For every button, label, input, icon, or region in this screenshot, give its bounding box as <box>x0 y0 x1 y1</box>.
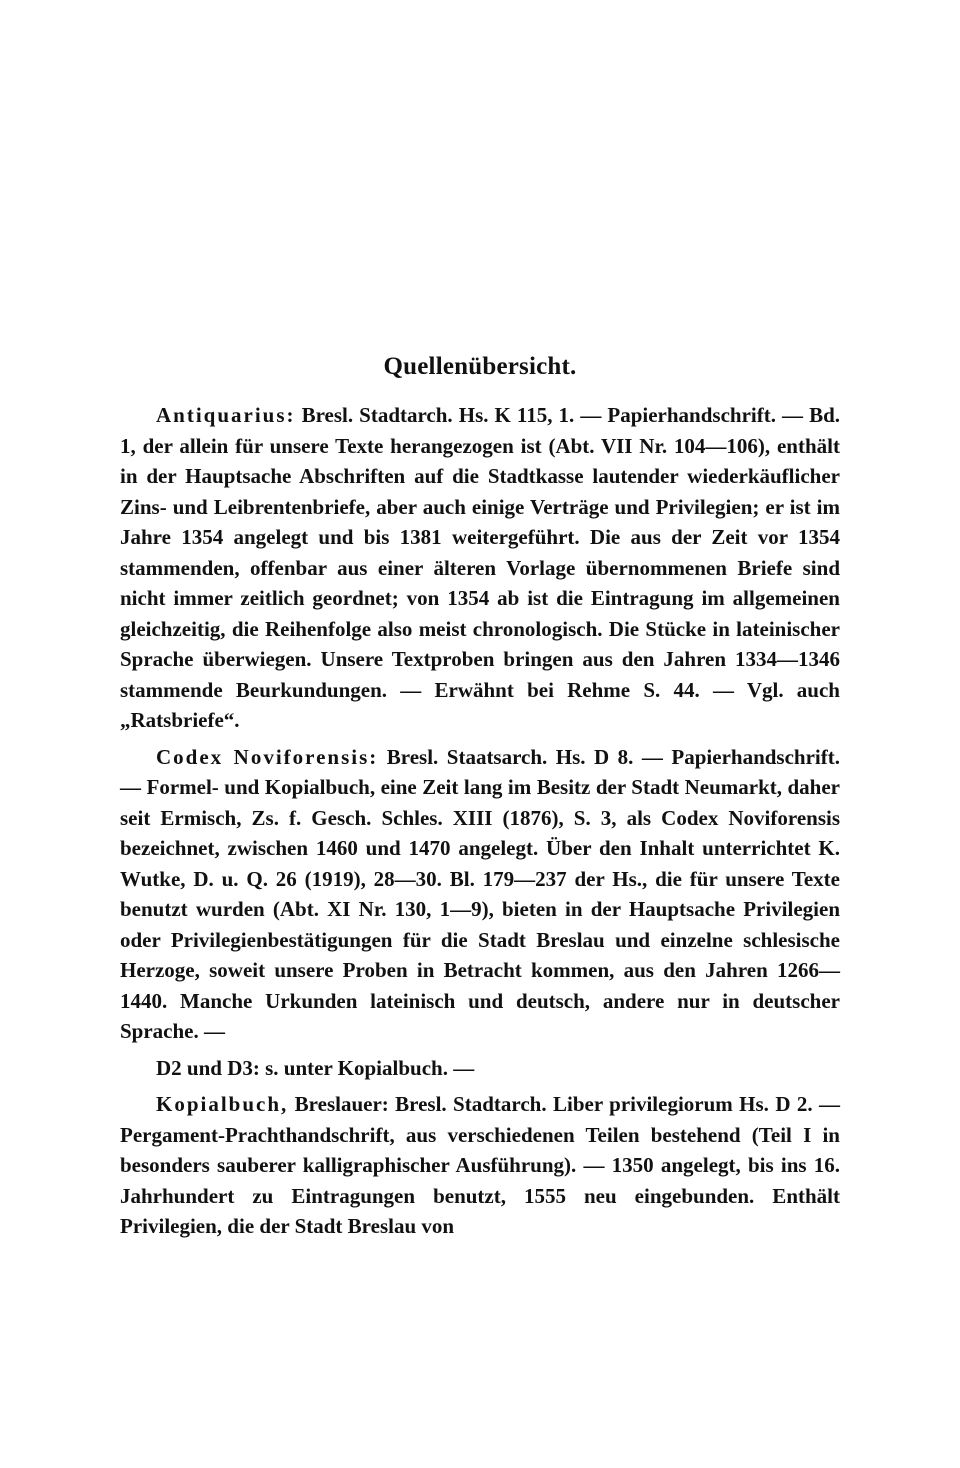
entry-siglum: Codex Noviforensis: <box>156 744 379 769</box>
entry-codex-noviforensis <box>120 742 840 1047</box>
entry-kopialbuch <box>120 1089 840 1242</box>
entry-d2-d3 <box>120 1053 840 1084</box>
entry-text: Bresl. Stadtarch. Hs. K 115, 1. — Papierhandschrift. — Bd. 1, der allein für unsere Texte herangezogen ist (Abt. VII Nr. 104—106), enthält in der Hauptsache Abschriften auf die Stadtkasse lautender wiederkäuflicher Zins- und Leibrentenbriefe, aber auch einige Verträge und Privilegien; er ist im Jahre 1354 angelegt und bis 1381 weitergeführt. Die aus der Zeit vor 1354 stammenden, offenbar aus einer älteren Vorlage übernommenen Briefe sind nicht immer zeitlich geordnet; von 1354 ab ist die Eintragung im allgemeinen gleichzeitig, die Reihenfolge also meist chronologisch. Die Stücke in lateinischer Sprache überwiegen. Unsere Textproben bringen aus den Jahren 1334—1346 stammende Beurkundungen. — Erwähnt bei Rehme S. 44. — Vgl. auch „Ratsbriefe“. <box>120 403 840 732</box>
page-title: Quellenübersicht. <box>383 353 577 380</box>
entry-text: D2 und D3: s. unter Kopialbuch. — <box>156 1055 475 1080</box>
page-content <box>120 350 840 1248</box>
entry-siglum: Antiquarius: <box>156 403 296 427</box>
entry-antiquarius <box>120 400 840 736</box>
entry-text: Bresl. Staatsarch. Hs. D 8. — Papierhandschrift. — Formel- und Kopialbuch, eine Zeit lang im Besitz der Stadt Neumarkt, daher seit Ermisch, Zs. f. Gesch. Schles. XIII (1876), S. 3, als Codex Noviforensis bezeichnet, zwischen 1460 und 1470 angelegt. Über den Inhalt unterrichtet K. Wutke, D. u. Q. 26 (1919), 28—30. Bl. 179—237 der Hs., die für unsere Texte benutzt wurden (Abt. XI Nr. 130, 1—9), bieten in der Hauptsache Privilegien oder Privilegienbestätigungen für die Stadt Breslau und einzelne schlesische Herzoge, soweit unsere Proben in Betracht kommen, aus den Jahren 1266—1440. Manche Urkunden lateinisch und deutsch, andere nur in deutscher Sprache. — <box>120 744 840 1043</box>
entry-text: Breslauer: Bresl. Stadtarch. Liber privilegiorum Hs. D 2. — Pergament-Prachthandschrift, aus verschiedenen Teilen bestehend (Teil I in besonders sauberer kalligraphischer Ausführung). — 1350 angelegt, bis ins 16. Jahrhundert zu Eintragungen benutzt, 1555 neu eingebunden. Enthält Privilegien, die der Stadt Breslau von <box>120 1092 840 1238</box>
entry-siglum: Kopialbuch, <box>156 1092 289 1116</box>
